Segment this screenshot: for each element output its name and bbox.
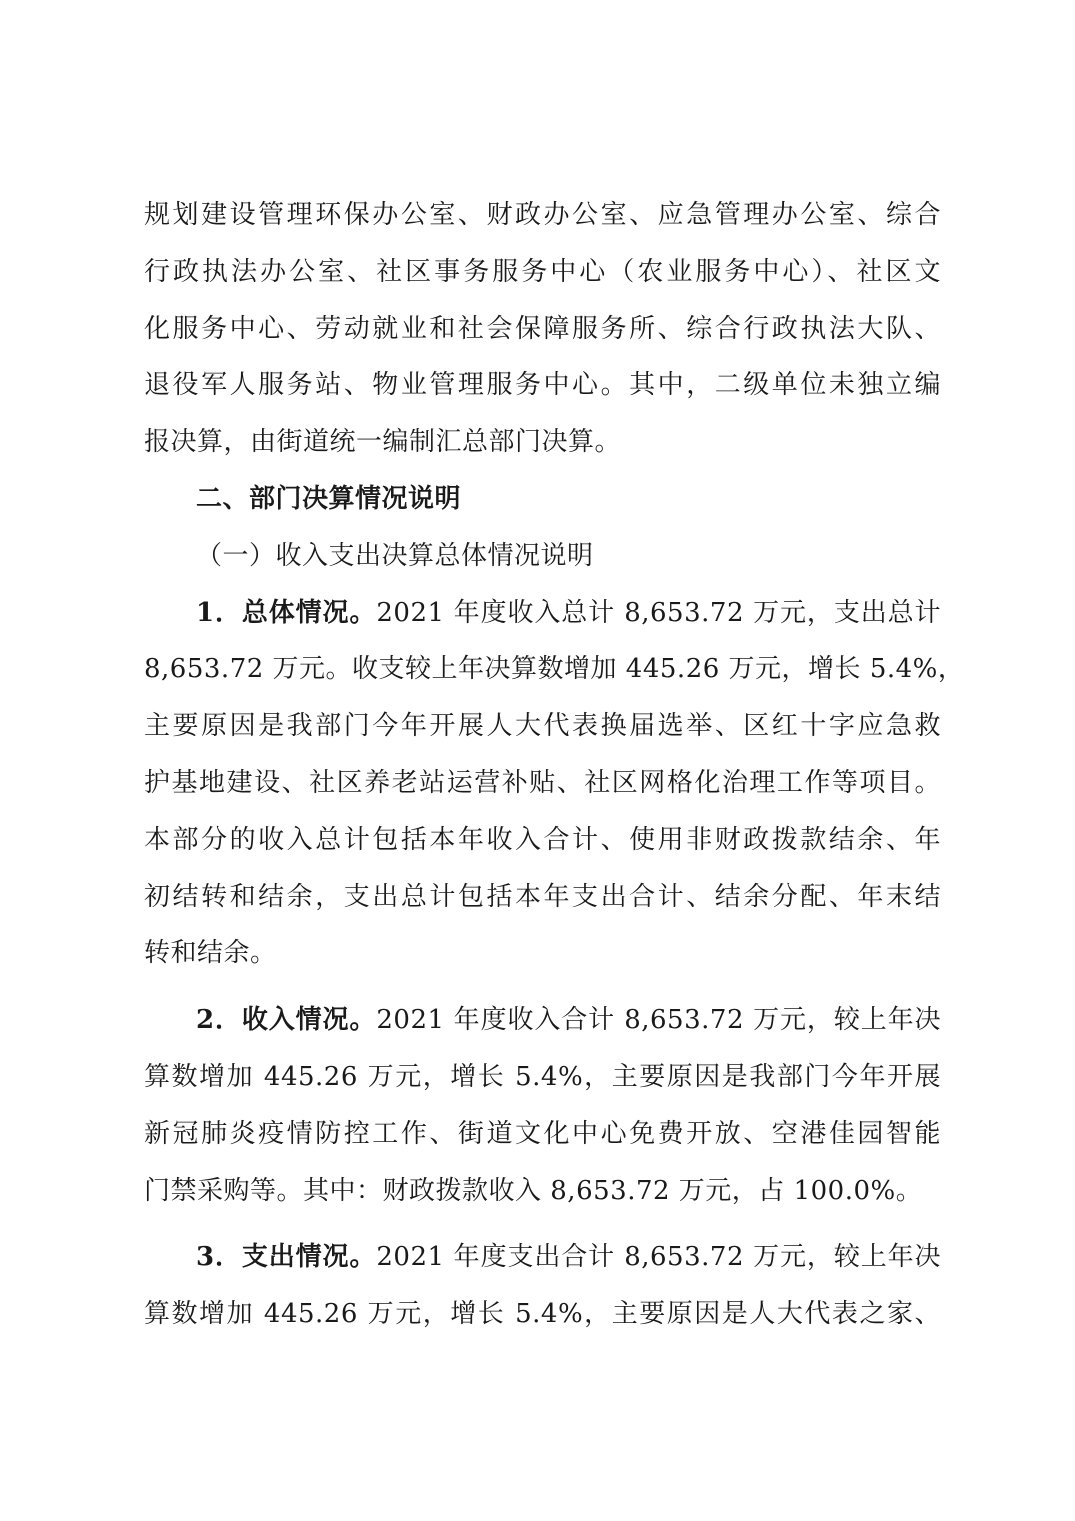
paragraph-line: 转和结余。 xyxy=(144,938,277,969)
paragraph-line: 退役军人服务站、物业管理服务中心。其中，二级单位未独立编 xyxy=(144,370,941,401)
paragraph-first-line xyxy=(144,1229,941,1286)
item-text: 2021 年度收入合计 8,653.72 万元，较上年决 xyxy=(376,1005,942,1036)
item-label: 1．总体情况。 xyxy=(196,597,377,628)
item-text: 2021 年度收入总计 8,653.72 万元，支出总计 xyxy=(376,597,942,628)
paragraph-line: 初结转和结余，支出总计包括本年支出合计、结余分配、年末结 xyxy=(144,881,941,912)
paragraph-line: 算数增加 445.26 万元，增长 5.4%，主要原因是我部门今年开展 xyxy=(144,1061,941,1092)
document-body xyxy=(144,187,965,1343)
subsection-heading: （一）收入支出决算总体情况说明 xyxy=(196,540,594,571)
paragraph-line: 护基地建设、社区养老站运营补贴、社区网格化治理工作等项目。 xyxy=(144,767,941,798)
paragraph-line: 报决算，由街道统一编制汇总部门决算。 xyxy=(144,427,622,458)
paragraph-line: 新冠肺炎疫情防控工作、街道文化中心免费开放、空港佳园智能 xyxy=(144,1118,941,1149)
item-label: 3．支出情况。 xyxy=(196,1242,377,1273)
item-label: 2．收入情况。 xyxy=(196,1005,377,1036)
paragraph-line: 算数增加 445.26 万元，增长 5.4%，主要原因是人大代表之家、 xyxy=(144,1299,941,1330)
item-overall xyxy=(144,585,965,983)
paragraph-line: 门禁采购等。其中：财政拨款收入 8,653.72 万元，占 100.0%。 xyxy=(144,1175,923,1206)
paragraph-first-line xyxy=(144,585,941,642)
paragraph-line: 8,653.72 万元。收支较上年决算数增加 445.26 万元，增长 5.4%， xyxy=(144,654,965,685)
paragraph-line: 主要原因是我部门今年开展人大代表换届选举、区红十字应急救 xyxy=(144,711,941,742)
item-text: 2021 年度支出合计 8,653.72 万元，较上年决 xyxy=(376,1242,942,1273)
item-expenditure xyxy=(144,1229,941,1343)
paragraph-spacer xyxy=(144,1219,941,1229)
paragraph-line: 规划建设管理环保办公室、财政办公室、应急管理办公室、综合 xyxy=(144,200,941,230)
paragraph-line: 本部分的收入总计包括本年收入合计、使用非财政拨款结余、年 xyxy=(144,824,941,855)
paragraph-line: 化服务中心、劳动就业和社会保障服务所、综合行政执法大队、 xyxy=(144,313,941,344)
paragraph-line: 行政执法办公室、社区事务服务中心（农业服务中心）、社区文 xyxy=(144,256,941,287)
continued-paragraph xyxy=(144,187,941,471)
paragraph-first-line xyxy=(144,992,941,1049)
paragraph-spacer xyxy=(144,982,941,992)
item-income xyxy=(144,992,941,1219)
section-heading: 二、部门决算情况说明 xyxy=(196,483,462,514)
